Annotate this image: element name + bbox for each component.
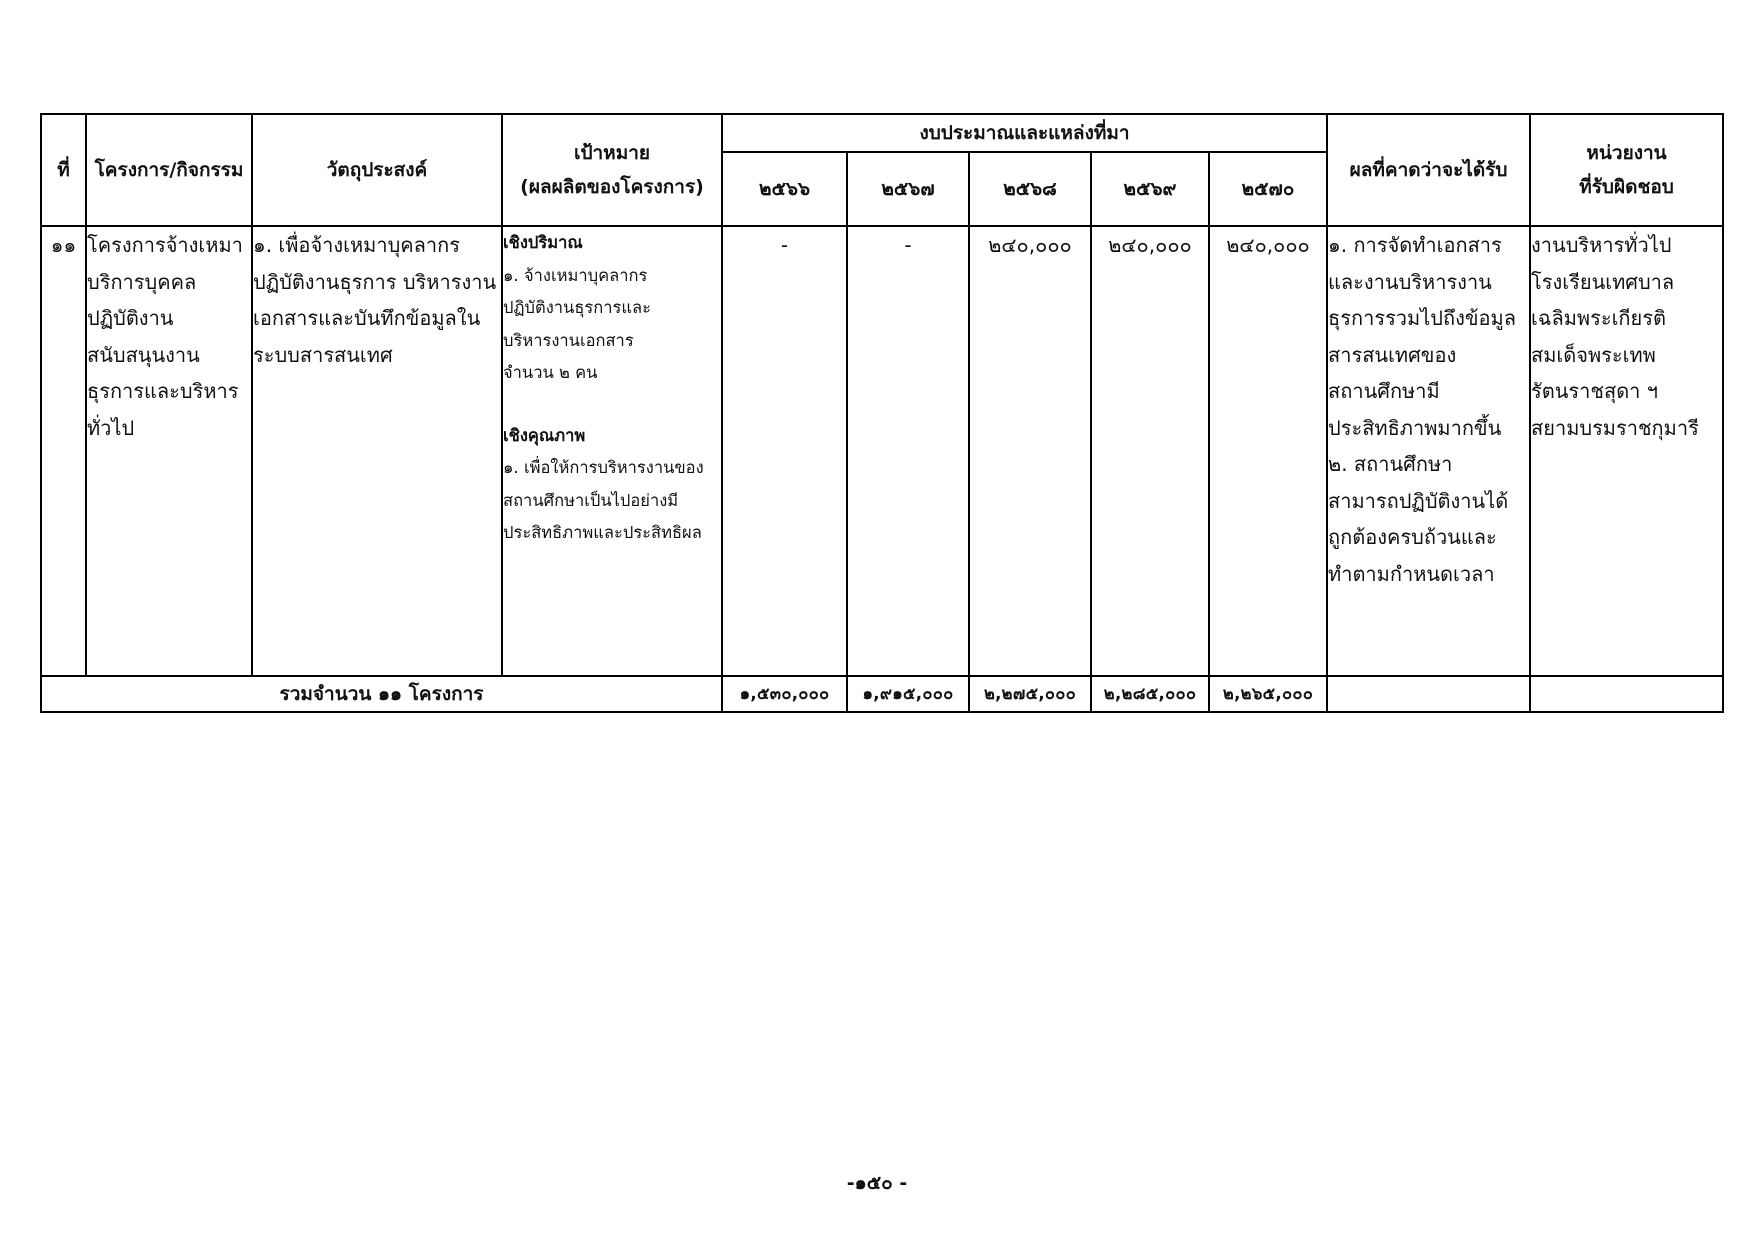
header-budget: งบประมาณและแหล่งที่มา (722, 114, 1327, 152)
responsible-unit-cell (1530, 226, 1723, 676)
total-value: ๒,๒๖๕,๐๐๐ (1209, 676, 1327, 712)
text-line: สถานศึกษาเป็นไปอย่างมี (503, 490, 679, 510)
budget-value: ๒๔๐,๐๐๐ (969, 226, 1091, 676)
total-expected-empty (1327, 676, 1530, 712)
text-line: ปฏิบัติงานธุรการและ (503, 298, 652, 317)
text-line: สามารถปฏิบัติงานได้ (1328, 488, 1509, 513)
objective-cell (252, 226, 502, 676)
total-value: ๒,๒๗๕,๐๐๐ (969, 676, 1091, 712)
text-line: ปฏิบัติงาน (87, 306, 174, 330)
row-number: ๑๑ (41, 226, 86, 676)
table-row (41, 226, 1723, 676)
text-line: ๑. เพื่อให้การบริหารงานของ (503, 458, 704, 477)
text-line: ๑. การจัดทำเอกสาร (1328, 233, 1502, 257)
budget-value: - (847, 226, 969, 676)
expected-result-cell (1327, 226, 1530, 676)
text-line: โรงเรียนเทศบาล (1531, 269, 1675, 294)
page-number: -๑๕๐ - (846, 1172, 908, 1194)
header-year: ๒๕๖๗ (847, 152, 969, 226)
text-line: ธุรการรวมไปถึงข้อมูล (1328, 306, 1516, 330)
header-year: ๒๕๗๐ (1209, 152, 1327, 226)
header-year: ๒๕๖๘ (969, 152, 1091, 226)
target-cell (502, 226, 722, 676)
header-unit-line1: หน่วยงาน (1586, 142, 1667, 164)
header-year: ๒๕๖๖ (722, 152, 847, 226)
header-target (502, 114, 722, 226)
budget-value: - (722, 226, 847, 676)
text-line: และงานบริหารงาน (1328, 269, 1492, 294)
text-line: ๑. จ้างเหมาบุคลากร (503, 265, 648, 285)
text-line: เฉลิมพระเกียรติ (1531, 306, 1666, 330)
text-line: ทั่วไป (87, 415, 135, 440)
budget-value: ๒๔๐,๐๐๐ (1091, 226, 1209, 676)
header-year: ๒๕๖๙ (1091, 152, 1209, 226)
text-line: ประสิทธิภาพมากขึ้น (1328, 415, 1502, 440)
project-plan-table (40, 113, 1724, 713)
header-unit (1530, 114, 1723, 226)
text-line: บริการบุคคล (87, 269, 197, 294)
text-line: บริหารงานเอกสาร (503, 330, 634, 350)
text-line: จำนวน ๒ คน (503, 363, 598, 382)
total-value: ๑,๙๑๕,๐๐๐ (847, 676, 969, 712)
text-line: เอกสารและบันทึกข้อมูลใน (253, 306, 481, 330)
text-line: รัตนราชสุดา ฯ (1531, 379, 1658, 403)
text-line: สถานศึกษามี (1328, 379, 1440, 403)
text-line: สยามบรมราชกุมารี (1531, 415, 1699, 440)
total-label: รวมจำนวน ๑๑ โครงการ (41, 676, 722, 712)
header-no: ที่ (41, 114, 86, 226)
total-row (41, 676, 1723, 712)
text-line: ธุรการและบริหาร (87, 379, 239, 403)
text-line: ประสิทธิภาพและประสิทธิผล (503, 523, 702, 542)
text-line: ๑. เพื่อจ้างเหมาบุคลากร (253, 233, 461, 257)
header-expected: ผลที่คาดว่าจะได้รับ (1327, 114, 1530, 226)
text-line: สนับสนุนงาน (87, 342, 200, 367)
project-name (86, 226, 252, 676)
text-line: ๒. สถานศึกษา (1328, 452, 1453, 476)
total-unit-empty (1530, 676, 1723, 712)
header-objective: วัตถุประสงค์ (252, 114, 502, 226)
text-line: โครงการจ้างเหมา (87, 233, 243, 257)
text-line: ทำตามกำหนดเวลา (1328, 561, 1495, 586)
text-line: สมเด็จพระเทพ (1531, 342, 1656, 367)
text-line: ระบบสารสนเทศ (253, 342, 393, 367)
text-line: งานบริหารทั่วไป (1531, 233, 1672, 257)
budget-value: ๒๔๐,๐๐๐ (1209, 226, 1327, 676)
total-value: ๑,๕๓๐,๐๐๐ (722, 676, 847, 712)
header-target-line1: เป้าหมาย (573, 142, 651, 164)
header-project: โครงการ/กิจกรรม (86, 114, 252, 226)
text-line: ปฏิบัติงานธุรการ บริหารงาน (253, 269, 497, 294)
text-line: ถูกต้องครบถ้วนและ (1328, 525, 1497, 549)
quality-heading: เชิงคุณภาพ (503, 425, 586, 445)
quantity-heading: เชิงปริมาณ (503, 233, 583, 252)
header-unit-line2: ที่รับผิดชอบ (1579, 176, 1674, 198)
total-value: ๒,๒๘๕,๐๐๐ (1091, 676, 1209, 712)
text-line: สารสนเทศของ (1328, 342, 1457, 367)
header-target-line2: (ผลผลิตของโครงการ) (520, 176, 704, 198)
